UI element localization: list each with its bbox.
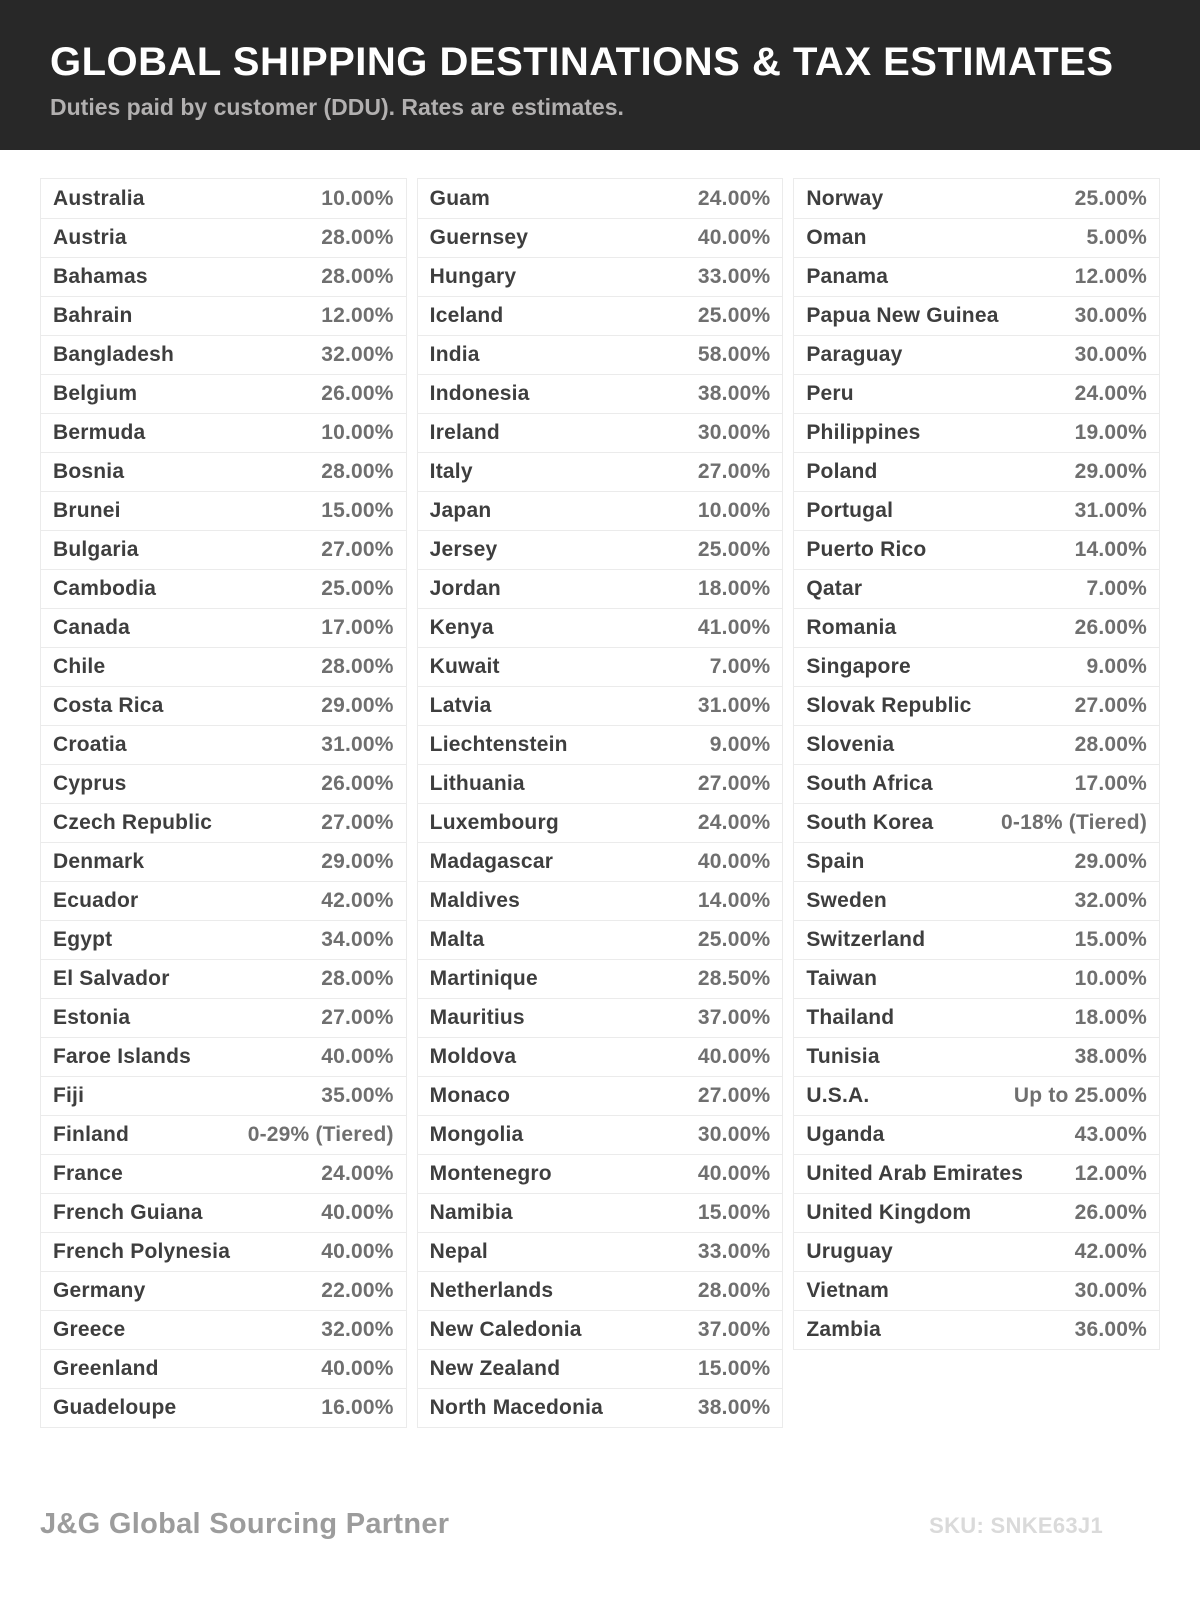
tax-rate: 28.00%: [321, 460, 394, 483]
country-name: Zambia: [806, 1318, 882, 1341]
table-row: [794, 920, 1159, 959]
page-title: GLOBAL SHIPPING DESTINATIONS & TAX ESTIMATES: [50, 40, 1114, 84]
tax-rate: 29.00%: [321, 694, 394, 717]
country-name: Sweden: [806, 889, 887, 912]
tax-rate: 43.00%: [1074, 1123, 1148, 1146]
tax-rate: 26.00%: [1074, 1201, 1148, 1224]
country-name: New Zealand: [429, 1357, 561, 1380]
tax-rate: 28.00%: [321, 967, 394, 990]
table-row: [41, 296, 406, 335]
table-row: [418, 1076, 783, 1115]
tax-rate: 38.00%: [697, 382, 771, 405]
country-name: Thailand: [806, 1006, 895, 1029]
tax-rate: 30.00%: [697, 1123, 771, 1146]
country-name: Cambodia: [53, 577, 157, 600]
country-name: Estonia: [53, 1006, 131, 1029]
table-row: [418, 920, 783, 959]
table-row: [418, 842, 783, 881]
country-name: El Salvador: [53, 967, 170, 990]
country-name: Puerto Rico: [806, 538, 927, 561]
tax-rate: 33.00%: [697, 1240, 771, 1263]
tax-rate: 31.00%: [1074, 499, 1148, 522]
tax-rate: 28.00%: [321, 226, 394, 249]
table-row: [41, 1388, 406, 1427]
table-row: [41, 881, 406, 920]
tax-rate: 28.00%: [321, 265, 394, 288]
table-row: [794, 179, 1159, 218]
country-name: Norway: [806, 186, 884, 210]
tax-rate: 38.00%: [697, 1396, 771, 1419]
table-row: [418, 491, 783, 530]
tax-rate: 37.00%: [697, 1006, 771, 1029]
country-name: U.S.A.: [806, 1084, 870, 1107]
tax-rate: 32.00%: [321, 343, 394, 366]
country-name: Peru: [806, 382, 854, 405]
country-name: Papua New Guinea: [806, 304, 999, 327]
rates-table: [0, 150, 1200, 1428]
tax-rate: 31.00%: [321, 733, 394, 756]
table-row: [418, 764, 783, 803]
table-row: [794, 1232, 1159, 1271]
tax-rate: 9.00%: [709, 733, 771, 756]
country-name: Mauritius: [429, 1006, 525, 1029]
tax-rate: 32.00%: [1074, 889, 1148, 912]
table-row: [794, 881, 1159, 920]
tax-rate: 9.00%: [1086, 655, 1148, 678]
tax-rate: 27.00%: [697, 772, 771, 795]
tax-rate: 14.00%: [697, 889, 771, 912]
table-row: [794, 998, 1159, 1037]
country-name: French Polynesia: [53, 1240, 231, 1263]
table-row: [41, 1076, 406, 1115]
table-row: [794, 608, 1159, 647]
tax-rate: 26.00%: [321, 772, 394, 795]
country-name: Vietnam: [806, 1279, 890, 1302]
table-row: [41, 647, 406, 686]
tax-rate: 25.00%: [1074, 186, 1148, 210]
table-row: [41, 608, 406, 647]
sku-label: SKU: SNKE63J1: [929, 1513, 1103, 1538]
country-name: Tunisia: [806, 1045, 880, 1068]
country-name: Greece: [53, 1318, 126, 1341]
table-row: [41, 569, 406, 608]
country-name: Canada: [53, 616, 131, 639]
country-name: Philippines: [806, 421, 921, 444]
country-name: South Africa: [806, 772, 933, 795]
table-row: [41, 803, 406, 842]
page-header: [0, 0, 1200, 150]
country-name: Chile: [53, 655, 106, 678]
table-row: [794, 335, 1159, 374]
country-name: Italy: [429, 460, 473, 483]
tax-rate: 40.00%: [697, 226, 771, 249]
tax-rate: 27.00%: [697, 1084, 771, 1107]
tax-rate: 33.00%: [697, 265, 771, 288]
country-name: Iceland: [429, 304, 504, 327]
country-name: New Caledonia: [429, 1318, 582, 1341]
tax-rate: 28.00%: [697, 1279, 771, 1302]
footer: [0, 1428, 1200, 1541]
tax-rate: 30.00%: [1074, 1279, 1148, 1302]
rate-column-3: [793, 178, 1160, 1350]
table-row: [794, 842, 1159, 881]
country-name: Switzerland: [806, 928, 926, 951]
country-name: Slovenia: [806, 733, 895, 756]
country-name: Cyprus: [53, 772, 127, 795]
country-name: Oman: [806, 226, 867, 249]
table-row: [41, 179, 406, 218]
country-name: United Kingdom: [806, 1201, 972, 1224]
tax-rate: 25.00%: [697, 304, 771, 327]
tax-rate: 10.00%: [321, 186, 394, 210]
table-row: [794, 530, 1159, 569]
table-row: [418, 569, 783, 608]
tax-rate: 28.00%: [1074, 733, 1148, 756]
tax-rate: 24.00%: [321, 1162, 394, 1185]
tax-rate: 29.00%: [321, 850, 394, 873]
country-name: Bangladesh: [53, 343, 175, 366]
table-row: [418, 647, 783, 686]
country-name: Guam: [429, 186, 490, 210]
country-name: Maldives: [429, 889, 520, 912]
table-row: [794, 1271, 1159, 1310]
tax-rate: 17.00%: [321, 616, 394, 639]
tax-rate: 24.00%: [697, 186, 771, 210]
country-name: Fiji: [53, 1084, 85, 1107]
table-row: [418, 452, 783, 491]
table-row: [41, 452, 406, 491]
table-row: [41, 218, 406, 257]
table-row: [41, 374, 406, 413]
table-row: [794, 218, 1159, 257]
country-name: Indonesia: [429, 382, 530, 405]
tax-rate: 16.00%: [321, 1396, 394, 1419]
table-row: [794, 413, 1159, 452]
tax-rate: 12.00%: [321, 304, 394, 327]
table-row: [41, 257, 406, 296]
country-name: Nepal: [429, 1240, 488, 1263]
table-row: [418, 218, 783, 257]
tax-rate: 15.00%: [1074, 928, 1148, 951]
table-row: [418, 413, 783, 452]
table-row: [418, 1154, 783, 1193]
tax-rate: 58.00%: [697, 343, 771, 366]
country-name: Singapore: [806, 655, 911, 678]
tax-rate: 35.00%: [321, 1084, 394, 1107]
table-row: [794, 647, 1159, 686]
tax-rate: 0-29% (Tiered): [247, 1123, 394, 1146]
tax-rate: Up to 25.00%: [1013, 1084, 1148, 1107]
tax-rate: 34.00%: [321, 928, 394, 951]
country-name: Paraguay: [806, 343, 903, 366]
table-row: [418, 335, 783, 374]
tax-rate: 7.00%: [709, 655, 771, 678]
table-row: [794, 1115, 1159, 1154]
tax-rate: 40.00%: [697, 1045, 771, 1068]
table-row: [41, 1349, 406, 1388]
country-name: Denmark: [53, 850, 145, 873]
table-row: [794, 803, 1159, 842]
tax-rate: 25.00%: [321, 577, 394, 600]
tax-rate: 26.00%: [1074, 616, 1148, 639]
tax-rate: 30.00%: [1074, 304, 1148, 327]
table-row: [418, 1232, 783, 1271]
tax-rate: 7.00%: [1086, 577, 1148, 600]
country-name: Panama: [806, 265, 889, 288]
country-name: Jersey: [429, 538, 498, 561]
country-name: Costa Rica: [53, 694, 164, 717]
table-row: [794, 725, 1159, 764]
table-row: [794, 1037, 1159, 1076]
brand-name: J&G Global Sourcing Partner: [40, 1508, 450, 1540]
tax-rate: 17.00%: [1074, 772, 1148, 795]
table-row: [41, 1193, 406, 1232]
tax-rate: 5.00%: [1086, 226, 1148, 249]
tax-rate: 15.00%: [697, 1201, 771, 1224]
tax-rate: 27.00%: [321, 1006, 394, 1029]
country-name: Bermuda: [53, 421, 146, 444]
country-name: Mongolia: [429, 1123, 524, 1146]
country-name: Guadeloupe: [53, 1396, 177, 1419]
tax-rate: 31.00%: [697, 694, 771, 717]
table-row: [418, 803, 783, 842]
country-name: France: [53, 1162, 124, 1185]
country-name: Slovak Republic: [806, 694, 972, 717]
table-row: [794, 374, 1159, 413]
table-row: [794, 1154, 1159, 1193]
tax-rate: 30.00%: [697, 421, 771, 444]
table-row: [41, 530, 406, 569]
tax-rate: 40.00%: [697, 850, 771, 873]
country-name: Romania: [806, 616, 897, 639]
tax-rate: 15.00%: [697, 1357, 771, 1380]
table-row: [418, 1271, 783, 1310]
table-row: [418, 686, 783, 725]
table-row: [418, 1193, 783, 1232]
table-row: [41, 335, 406, 374]
table-row: [418, 959, 783, 998]
table-row: [418, 296, 783, 335]
table-row: [794, 1310, 1159, 1349]
country-name: Moldova: [429, 1045, 517, 1068]
tax-rate: 42.00%: [1074, 1240, 1148, 1263]
tax-rate: 12.00%: [1074, 265, 1148, 288]
country-name: South Korea: [806, 811, 934, 834]
table-row: [41, 1154, 406, 1193]
tax-rate: 24.00%: [697, 811, 771, 834]
table-row: [41, 920, 406, 959]
country-name: Egypt: [53, 928, 113, 951]
tax-rate: 40.00%: [321, 1201, 394, 1224]
country-name: North Macedonia: [429, 1396, 604, 1419]
table-row: [418, 1310, 783, 1349]
country-name: Uganda: [806, 1123, 885, 1146]
table-row: [418, 257, 783, 296]
country-name: India: [429, 343, 480, 366]
table-row: [794, 569, 1159, 608]
page-subtitle: Duties paid by customer (DDU). Rates are estimates.: [50, 94, 624, 120]
tax-rate: 38.00%: [1074, 1045, 1148, 1068]
country-name: Taiwan: [806, 967, 878, 990]
table-row: [41, 1310, 406, 1349]
table-row: [418, 998, 783, 1037]
country-name: Monaco: [429, 1084, 511, 1107]
table-row: [418, 179, 783, 218]
country-name: Luxembourg: [429, 811, 559, 834]
country-name: Greenland: [53, 1357, 159, 1380]
country-name: Belgium: [53, 382, 138, 405]
country-name: Kuwait: [429, 655, 500, 678]
tax-rate: 32.00%: [321, 1318, 394, 1341]
table-row: [794, 686, 1159, 725]
table-row: [41, 998, 406, 1037]
tax-rate: 27.00%: [321, 538, 394, 561]
country-name: Faroe Islands: [53, 1045, 191, 1068]
country-name: Latvia: [429, 694, 492, 717]
tax-rate: 0-18% (Tiered): [1001, 811, 1148, 834]
country-name: Bahrain: [53, 304, 133, 327]
tax-rate: 30.00%: [1074, 343, 1148, 366]
country-name: Brunei: [53, 499, 121, 522]
tax-rate: 22.00%: [321, 1279, 394, 1302]
country-name: United Arab Emirates: [806, 1162, 1024, 1185]
country-name: Qatar: [806, 577, 863, 600]
table-row: [418, 1037, 783, 1076]
tax-rate: 40.00%: [321, 1045, 394, 1068]
country-name: Czech Republic: [53, 811, 213, 834]
table-row: [418, 530, 783, 569]
tax-rate: 25.00%: [697, 928, 771, 951]
tax-rate: 42.00%: [321, 889, 394, 912]
country-name: Poland: [806, 460, 878, 483]
tax-rate: 29.00%: [1074, 850, 1148, 873]
country-name: Ireland: [429, 421, 500, 444]
country-name: Austria: [53, 226, 127, 249]
tax-rate: 29.00%: [1074, 460, 1148, 483]
country-name: Lithuania: [429, 772, 525, 795]
country-name: Japan: [429, 499, 492, 522]
table-row: [794, 1193, 1159, 1232]
tax-rate: 10.00%: [321, 421, 394, 444]
tax-rate: 28.00%: [321, 655, 394, 678]
tax-rate: 37.00%: [697, 1318, 771, 1341]
tax-rate: 25.00%: [697, 538, 771, 561]
country-name: Malta: [429, 928, 485, 951]
tax-rate: 40.00%: [321, 1240, 394, 1263]
tax-rate: 26.00%: [321, 382, 394, 405]
country-name: Martinique: [429, 967, 538, 990]
tax-rate: 28.50%: [697, 967, 771, 990]
country-name: Finland: [53, 1123, 130, 1146]
country-name: Guernsey: [429, 226, 529, 249]
table-row: [418, 1388, 783, 1427]
table-row: [418, 725, 783, 764]
table-row: [418, 1349, 783, 1388]
country-name: Liechtenstein: [429, 733, 568, 756]
table-row: [418, 881, 783, 920]
table-row: [41, 764, 406, 803]
country-name: Madagascar: [429, 850, 554, 873]
country-name: Bosnia: [53, 460, 125, 483]
table-row: [41, 686, 406, 725]
tax-rate: 19.00%: [1074, 421, 1148, 444]
country-name: Portugal: [806, 499, 894, 522]
table-row: [418, 1115, 783, 1154]
table-row: [41, 1037, 406, 1076]
table-row: [41, 842, 406, 881]
tax-rate: 27.00%: [697, 460, 771, 483]
table-row: [41, 1232, 406, 1271]
country-name: Australia: [53, 186, 145, 210]
tax-rate: 41.00%: [697, 616, 771, 639]
rate-column-1: [40, 178, 407, 1428]
tax-rate: 12.00%: [1074, 1162, 1148, 1185]
table-row: [794, 764, 1159, 803]
country-name: Ecuador: [53, 889, 139, 912]
country-name: Bahamas: [53, 265, 148, 288]
table-row: [41, 1115, 406, 1154]
table-row: [418, 374, 783, 413]
tax-rate: 40.00%: [697, 1162, 771, 1185]
country-name: Uruguay: [806, 1240, 893, 1263]
table-row: [41, 959, 406, 998]
tax-rate: 18.00%: [697, 577, 771, 600]
table-row: [418, 608, 783, 647]
tax-rate: 18.00%: [1074, 1006, 1148, 1029]
tax-rate: 27.00%: [321, 811, 394, 834]
tax-rate: 10.00%: [697, 499, 771, 522]
tax-rate: 14.00%: [1074, 538, 1148, 561]
country-name: Montenegro: [429, 1162, 552, 1185]
tax-rate: 24.00%: [1074, 382, 1148, 405]
country-name: Spain: [806, 850, 865, 873]
table-row: [41, 1271, 406, 1310]
table-row: [41, 413, 406, 452]
table-row: [794, 1076, 1159, 1115]
tax-rate: 10.00%: [1074, 967, 1148, 990]
tax-rate: 40.00%: [321, 1357, 394, 1380]
country-name: Germany: [53, 1279, 146, 1302]
table-row: [794, 296, 1159, 335]
country-name: Kenya: [429, 616, 494, 639]
tax-rate: 27.00%: [1074, 694, 1148, 717]
tax-rate: 36.00%: [1074, 1318, 1148, 1341]
country-name: Jordan: [429, 577, 501, 600]
table-row: [794, 491, 1159, 530]
table-row: [794, 257, 1159, 296]
table-row: [41, 491, 406, 530]
tax-rate: 15.00%: [321, 499, 394, 522]
country-name: French Guiana: [53, 1201, 203, 1224]
country-name: Netherlands: [429, 1279, 554, 1302]
country-name: Bulgaria: [53, 538, 139, 561]
country-name: Namibia: [429, 1201, 513, 1224]
table-row: [794, 452, 1159, 491]
table-row: [794, 959, 1159, 998]
table-row: [41, 725, 406, 764]
rate-column-2: [417, 178, 784, 1428]
country-name: Hungary: [429, 265, 517, 288]
country-name: Croatia: [53, 733, 127, 756]
